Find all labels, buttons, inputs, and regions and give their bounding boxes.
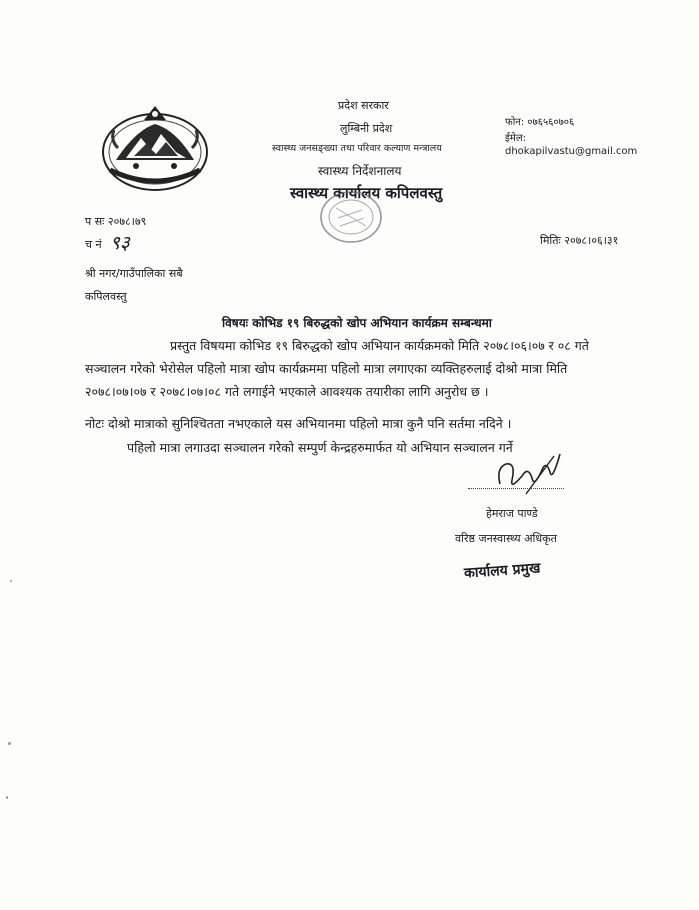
body-para-line-3: २०७८।०७।०७ र २०७८।०७।०८ गते लगाईने भएकाले आवश्यक तयारीका लागि अनुरोध छ । (85, 384, 489, 399)
letterhead-directorate: स्वास्थ्य निर्देशनालय (318, 164, 402, 178)
body-para-line-1: प्रस्तुत विषयमा कोभिड १९ बिरुद्धको खोप अभियान कार्यक्रमको मिति २०७८।०६।०७ र ०८ गते (170, 338, 589, 353)
scan-speck (10, 580, 12, 582)
signature-line (468, 488, 564, 489)
letterhead-line-2: लुम्बिनी प्रदेश (340, 122, 393, 135)
scan-speck (6, 796, 8, 799)
contact-phone: फोन: ०७६५६०७०६ (505, 117, 575, 128)
contact-email: dhokapilvastu@gmail.com (505, 146, 638, 157)
signatory-designation: वरिष्ठ जनस्वास्थ्य अधिकृत (455, 532, 557, 545)
letter-date: मितिः २०७८।०६।३१ (540, 234, 619, 247)
body-para-line-2: सञ्चालन गरेको भेरोसेल पहिलो मात्रा खोप कार्यक्रममा पहिलो मात्रा लगाएका व्यक्तिहरुलाई दोश्रो मात्रा मिति (85, 361, 568, 376)
recipient-line-1: श्री नगर/गाउँपालिका सबै (85, 267, 183, 280)
scan-speck (8, 742, 11, 745)
recipient-line-2: कपिलवस्तु (85, 290, 127, 303)
office-stamp (318, 188, 384, 246)
signatory-name: हेमराज पाण्डे (486, 507, 538, 520)
contact-email-label: ईमेल: (505, 133, 527, 144)
chalani-number: ९३ (110, 232, 130, 254)
chalani-label: च नं (85, 238, 102, 251)
letterhead-office: स्वास्थ्य कार्यालय कपिलवस्तु (290, 184, 443, 202)
nepal-emblem-icon (96, 100, 214, 196)
note-line-2: पहिलो मात्रा लगाउदा सञ्चालन गरेको सम्पुर्ण केन्द्रहरुमार्फत यो अभियान सञ्चालन गर्ने (127, 440, 513, 455)
office-chief-stamp: कार्यालय प्रमुख (463, 560, 541, 582)
letterhead-ministry: स्वास्थ्य जनसङ्ख्या तथा परिवार कल्याण मन्त्रालय (272, 143, 442, 154)
patra-sankhya: प सः २०७८।७९ (85, 215, 147, 228)
handwritten-signature (492, 450, 564, 498)
note-line-1: नोटः दोश्रो मात्राको सुनिश्चितता नभएकाले यस अभियानमा पहिलो मात्रा कुनै पनि सर्तमा नदिने । (85, 416, 512, 431)
letter-subject: विषयः कोभिड १९ बिरुद्धको खोप अभियान कार्यक्रम सम्बन्धमा (222, 316, 492, 330)
letterhead-line-1: प्रदेश सरकार (338, 99, 389, 112)
